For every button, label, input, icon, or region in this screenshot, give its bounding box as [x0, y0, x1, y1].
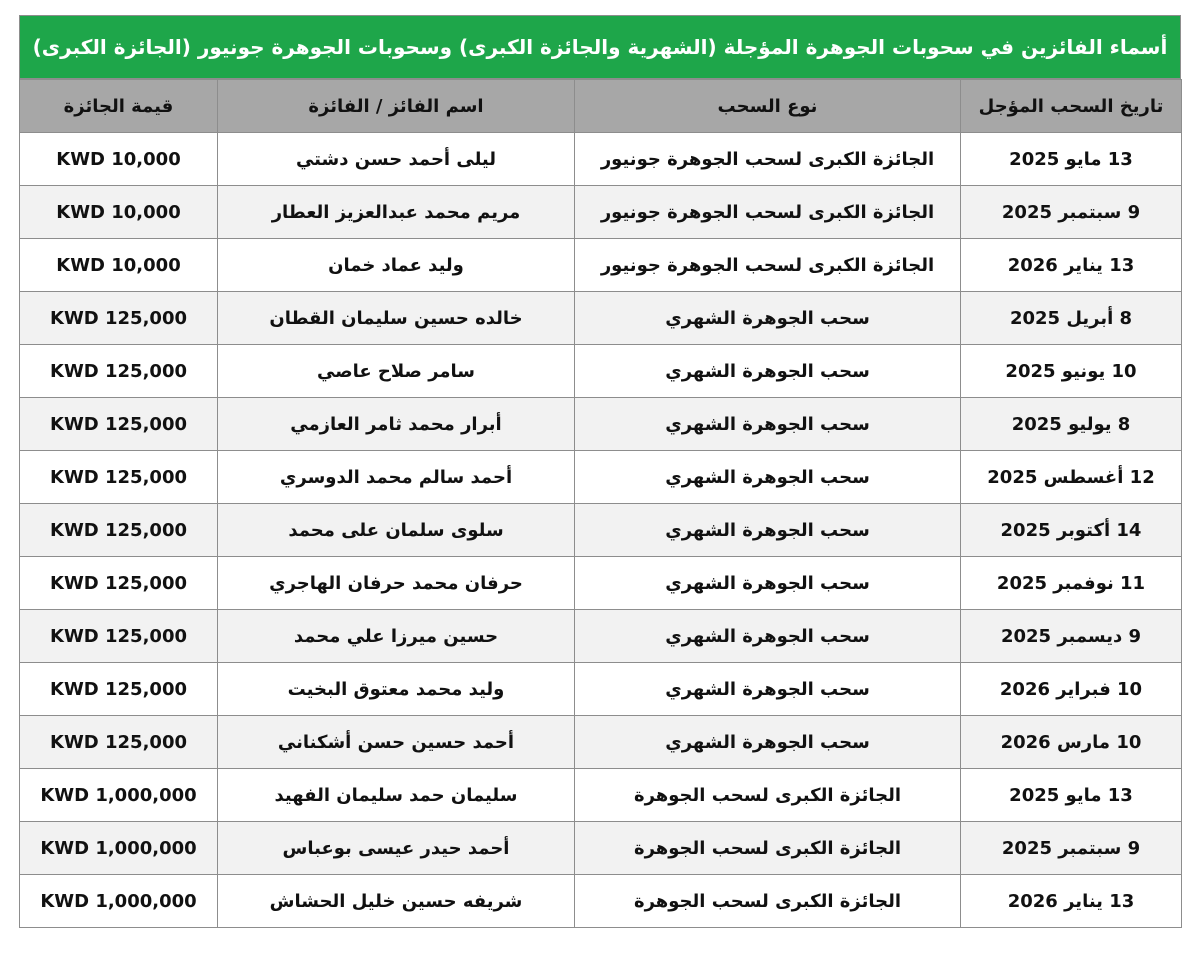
cell-draw-type: سحب الجوهرة الشهري — [575, 716, 961, 769]
column-header-type: نوع السحب — [575, 80, 961, 133]
table-title: أسماء الفائزين في سحوبات الجوهرة المؤجلة (الشهرية والجائزة الكبرى) وسحوبات الجوهرة جونيور (الجائزة الكبرى) — [19, 15, 1181, 79]
cell-winner-name: وليد محمد معتوق البخيت — [218, 663, 575, 716]
cell-draw-type: سحب الجوهرة الشهري — [575, 398, 961, 451]
cell-winner-name: أحمد حيدر عيسى بوعباس — [218, 822, 575, 875]
cell-date: 10 يونيو 2025 — [961, 345, 1182, 398]
cell-winner-name: سليمان حمد سليمان الفهيد — [218, 769, 575, 822]
table-row — [20, 398, 1182, 451]
cell-prize: KWD 125,000 — [20, 451, 218, 504]
table-row — [20, 292, 1182, 345]
cell-prize: KWD 1,000,000 — [20, 875, 218, 928]
cell-winner-name: حسين ميرزا علي محمد — [218, 610, 575, 663]
column-header-date: تاريخ السحب المؤجل — [961, 80, 1182, 133]
cell-date: 10 مارس 2026 — [961, 716, 1182, 769]
cell-draw-type: سحب الجوهرة الشهري — [575, 292, 961, 345]
cell-prize: KWD 10,000 — [20, 133, 218, 186]
cell-winner-name: وليد عماد خمان — [218, 239, 575, 292]
winners-panel — [19, 15, 1181, 928]
cell-date: 11 نوفمبر 2025 — [961, 557, 1182, 610]
cell-prize: KWD 1,000,000 — [20, 822, 218, 875]
cell-prize: KWD 125,000 — [20, 663, 218, 716]
cell-prize: KWD 125,000 — [20, 610, 218, 663]
cell-winner-name: حرفان محمد حرفان الهاجري — [218, 557, 575, 610]
cell-date: 13 يناير 2026 — [961, 875, 1182, 928]
cell-draw-type: سحب الجوهرة الشهري — [575, 610, 961, 663]
cell-draw-type: سحب الجوهرة الشهري — [575, 451, 961, 504]
table-row — [20, 451, 1182, 504]
cell-date: 13 مايو 2025 — [961, 769, 1182, 822]
table-row — [20, 504, 1182, 557]
cell-draw-type: الجائزة الكبرى لسحب الجوهرة — [575, 875, 961, 928]
column-header-winner: اسم الفائز / الفائزة — [218, 80, 575, 133]
table-row — [20, 663, 1182, 716]
cell-prize: KWD 10,000 — [20, 186, 218, 239]
table-row — [20, 716, 1182, 769]
cell-winner-name: شريفه حسين خليل الحشاش — [218, 875, 575, 928]
cell-winner-name: سلوى سلمان على محمد — [218, 504, 575, 557]
cell-date: 12 أغسطس 2025 — [961, 451, 1182, 504]
cell-winner-name: ليلى أحمد حسن دشتي — [218, 133, 575, 186]
cell-prize: KWD 125,000 — [20, 504, 218, 557]
cell-prize: KWD 10,000 — [20, 239, 218, 292]
table-row — [20, 239, 1182, 292]
table-row — [20, 345, 1182, 398]
cell-draw-type: الجائزة الكبرى لسحب الجوهرة — [575, 822, 961, 875]
cell-winner-name: أبرار محمد ثامر العازمي — [218, 398, 575, 451]
table-row — [20, 769, 1182, 822]
cell-prize: KWD 125,000 — [20, 292, 218, 345]
cell-winner-name: مريم محمد عبدالعزيز العطار — [218, 186, 575, 239]
table-row — [20, 186, 1182, 239]
cell-date: 9 ديسمبر 2025 — [961, 610, 1182, 663]
cell-draw-type: سحب الجوهرة الشهري — [575, 345, 961, 398]
cell-winner-name: أحمد حسين حسن أشكناني — [218, 716, 575, 769]
cell-date: 9 سبتمبر 2025 — [961, 822, 1182, 875]
cell-prize: KWD 125,000 — [20, 716, 218, 769]
cell-date: 13 يناير 2026 — [961, 239, 1182, 292]
table-row — [20, 822, 1182, 875]
cell-date: 10 فبراير 2026 — [961, 663, 1182, 716]
cell-date: 14 أكتوبر 2025 — [961, 504, 1182, 557]
cell-winner-name: خالده حسين سليمان القطان — [218, 292, 575, 345]
table-row — [20, 557, 1182, 610]
cell-date: 8 يوليو 2025 — [961, 398, 1182, 451]
table-row — [20, 875, 1182, 928]
cell-prize: KWD 125,000 — [20, 345, 218, 398]
cell-prize: KWD 125,000 — [20, 557, 218, 610]
cell-date: 8 أبريل 2025 — [961, 292, 1182, 345]
column-header-prize: قيمة الجائزة — [20, 80, 218, 133]
cell-date: 13 مايو 2025 — [961, 133, 1182, 186]
cell-prize: KWD 125,000 — [20, 398, 218, 451]
cell-date: 9 سبتمبر 2025 — [961, 186, 1182, 239]
cell-draw-type: الجائزة الكبرى لسحب الجوهرة — [575, 769, 961, 822]
table-row — [20, 610, 1182, 663]
table-row — [20, 133, 1182, 186]
cell-winner-name: أحمد سالم محمد الدوسري — [218, 451, 575, 504]
cell-draw-type: الجائزة الكبرى لسحب الجوهرة جونيور — [575, 186, 961, 239]
cell-draw-type: سحب الجوهرة الشهري — [575, 663, 961, 716]
cell-winner-name: سامر صلاح عاصي — [218, 345, 575, 398]
header-row — [20, 80, 1182, 133]
cell-draw-type: سحب الجوهرة الشهري — [575, 557, 961, 610]
winners-table — [19, 79, 1182, 928]
cell-prize: KWD 1,000,000 — [20, 769, 218, 822]
cell-draw-type: سحب الجوهرة الشهري — [575, 504, 961, 557]
cell-draw-type: الجائزة الكبرى لسحب الجوهرة جونيور — [575, 239, 961, 292]
cell-draw-type: الجائزة الكبرى لسحب الجوهرة جونيور — [575, 133, 961, 186]
